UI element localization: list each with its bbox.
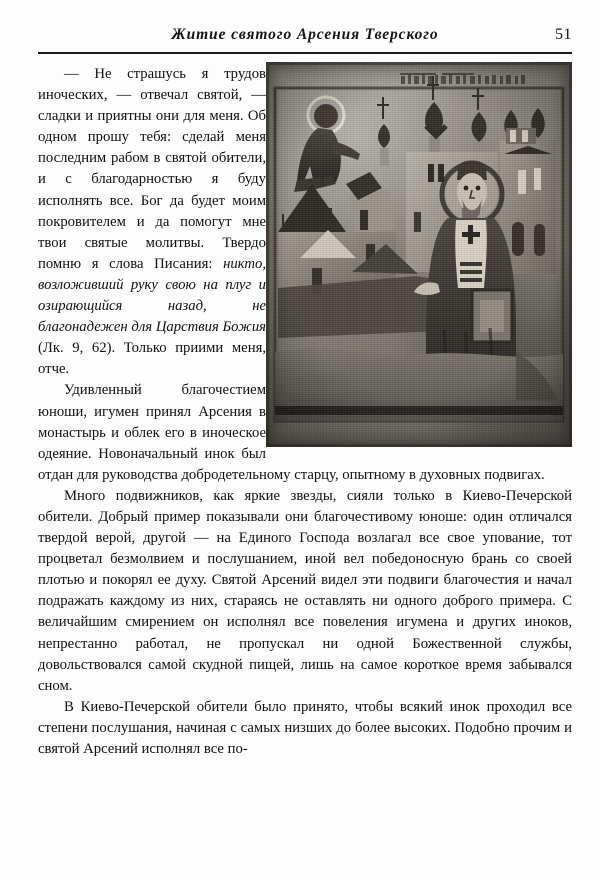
text-run: Удивленный благочестием юноши, игумен принял Арсения в монастырь и облек его в иноческое одеяние. Новоначальный инок был отдан для руководства добродетельному старцу, опытному в духовных подвигах. — [38, 382, 545, 483]
scan-grain — [266, 62, 572, 447]
header-divider — [38, 52, 572, 54]
page-body — [38, 64, 572, 760]
paragraph — [38, 697, 572, 760]
page-number: 51 — [555, 26, 572, 43]
text-run: — Не страшусь я трудов иноческих, — отвечал святой, — сладки и приятны они для меня. Об одном прошу тебя: сделай меня последним рабом в святой обители, и с благодарностью я буду исполнять все. Бог да будет моим покровителем и да помогут мне твои святые молитвы. Твердо помню я слова Писания: — [38, 66, 266, 272]
paragraph — [38, 486, 572, 697]
icon-illustration — [266, 62, 572, 447]
running-header — [38, 26, 572, 52]
scripture-quote: никто, возложивший руку свою на плуг и озирающийся назад, не благонадежен для Царствия Божия — [38, 255, 266, 336]
header-title: Житие святого Арсения Тверского — [171, 26, 439, 43]
text-run: В Киево-Печерской обители было принято, чтобы всякий инок проходил все степени послушания, начиная с самых низших до более высоких. Подобно прочим и святой Арсений исполнял все по- — [38, 698, 572, 757]
text-run: (Лк. 9, 62). Только приими меня, отче. — [38, 340, 266, 378]
text-run: Много подвижников, как яркие звезды, сияли только в Киево-Печерской обители. Добрый пример показывали они благочестивому юноше: один отличался твердой верой, другой — на Единого Господа возлагал все свое упование, тот процветал безмолвием и послушанием, иной вел победоносную брань со своей плотью и покорял ее духу. Святой Арсений видел эти подвиги благочестия и начал подражать каждому из них, стараясь не оставлять ни одного доброго примера. С величайшим смирением он исполнял все повеления игумена и других иноков, непрестанно работал, не пропускал ни одной Божественной службы, довольствовался самой скудной пищей, лишь на самое короткое время забывался сном. — [38, 487, 572, 694]
